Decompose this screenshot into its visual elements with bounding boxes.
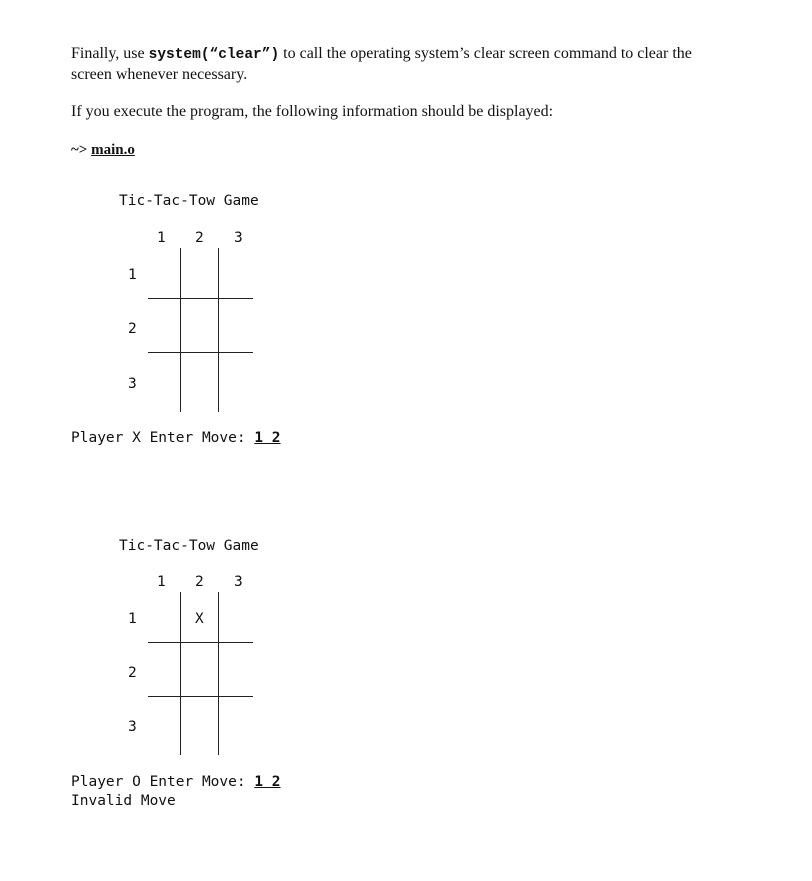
move-input: 1 2 [254, 430, 281, 446]
move-prompt-line [71, 774, 281, 790]
grid-horizontal-line-2 [148, 696, 253, 697]
grid-horizontal-line-2 [148, 352, 253, 353]
row-label-3: 3 [128, 376, 137, 392]
col-label-2: 2 [195, 574, 204, 590]
grid-vertical-line-2 [218, 248, 219, 412]
command-name: main.o [91, 142, 135, 158]
game-screen-1 [0, 193, 812, 446]
move-input: 1 2 [254, 774, 281, 790]
col-label-1: 1 [157, 574, 166, 590]
grid-vertical-line-1 [180, 592, 181, 755]
row-label-1: 1 [128, 611, 137, 627]
clear-code: system(“clear”) [148, 47, 280, 63]
row-label-3: 3 [128, 719, 137, 735]
row-label-1: 1 [128, 267, 137, 283]
row-label-2: 2 [128, 665, 137, 681]
grid-vertical-line-2 [218, 592, 219, 755]
intro-text-1: Finally, use [71, 45, 149, 62]
grid-vertical-line-1 [180, 248, 181, 412]
intro-paragraph [71, 44, 731, 85]
intro-text-2: to call the operating system’s clear screen command to clear the screen whenever necessary. [71, 45, 692, 83]
grid-horizontal-line-1 [148, 298, 253, 299]
execute-paragraph: If you execute the program, the following information should be displayed: [71, 103, 554, 120]
command-prompt: ~> [71, 142, 92, 158]
col-label-3: 3 [234, 574, 243, 590]
grid-horizontal-line-1 [148, 642, 253, 643]
col-label-1: 1 [157, 230, 166, 246]
game-title: Tic-Tac-Tow Game [119, 193, 259, 209]
invalid-move-message: Invalid Move [71, 793, 176, 809]
game-screen-2 [0, 538, 812, 809]
command-line [71, 140, 731, 160]
cell-1-2: X [195, 611, 204, 627]
game-title: Tic-Tac-Tow Game [119, 538, 259, 554]
col-label-3: 3 [234, 230, 243, 246]
move-prompt: Player X Enter Move: [71, 430, 255, 446]
col-label-2: 2 [195, 230, 204, 246]
row-label-2: 2 [128, 321, 137, 337]
move-prompt-line [71, 430, 281, 446]
move-prompt: Player O Enter Move: [71, 774, 255, 790]
